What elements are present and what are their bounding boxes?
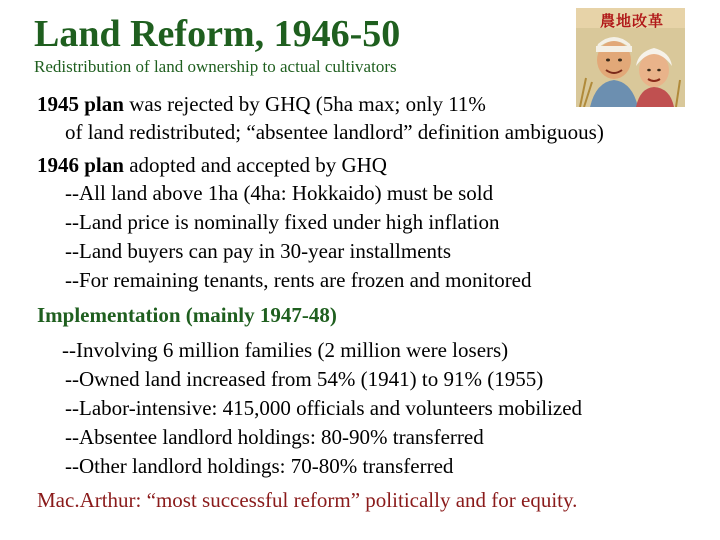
slide-subtitle: Redistribution of land ownership to actual cultivators	[34, 57, 397, 76]
p2-line	[37, 155, 387, 176]
p3-item: --Owned land increased from 54% (1941) to 91% (1955)	[65, 367, 544, 391]
p2-lead: 1946 plan	[37, 153, 124, 177]
p2-item: --Land buyers can pay in 30-year installments	[65, 239, 452, 263]
land-reform-poster-image	[576, 8, 685, 107]
poster-caption: 農地改革	[600, 12, 665, 30]
p2-item: --Land price is nominally fixed under high inflation	[65, 210, 500, 234]
p2-rest: adopted and accepted by GHQ	[123, 153, 387, 177]
p3-item: --Labor-intensive: 415,000 officials and volunteers mobilized	[65, 396, 583, 420]
p2-item: --For remaining tenants, rents are frozen and monitored	[65, 268, 532, 292]
p2-item: --All land above 1ha (4ha: Hokkaido) must be sold	[65, 181, 494, 205]
p1-lead: 1945 plan	[37, 92, 124, 116]
p1-line	[37, 94, 486, 115]
p3-item: --Involving 6 million families (2 million were losers)	[62, 338, 509, 362]
closing-quote: Mac.Arthur: “most successful reform” politically and for equity.	[37, 488, 578, 512]
p3-item: --Absentee landlord holdings: 80-90% transferred	[65, 425, 484, 449]
p1-rest: was rejected by GHQ (5ha max; only 11%	[123, 92, 486, 116]
implementation-heading: Implementation (mainly 1947-48)	[37, 303, 337, 327]
p1-continuation: of land redistributed; “absentee landlord” definition ambiguous)	[65, 120, 604, 144]
slide-title: Land Reform, 1946-50	[34, 13, 401, 55]
p3-item: --Other landlord holdings: 70-80% transferred	[65, 454, 454, 478]
